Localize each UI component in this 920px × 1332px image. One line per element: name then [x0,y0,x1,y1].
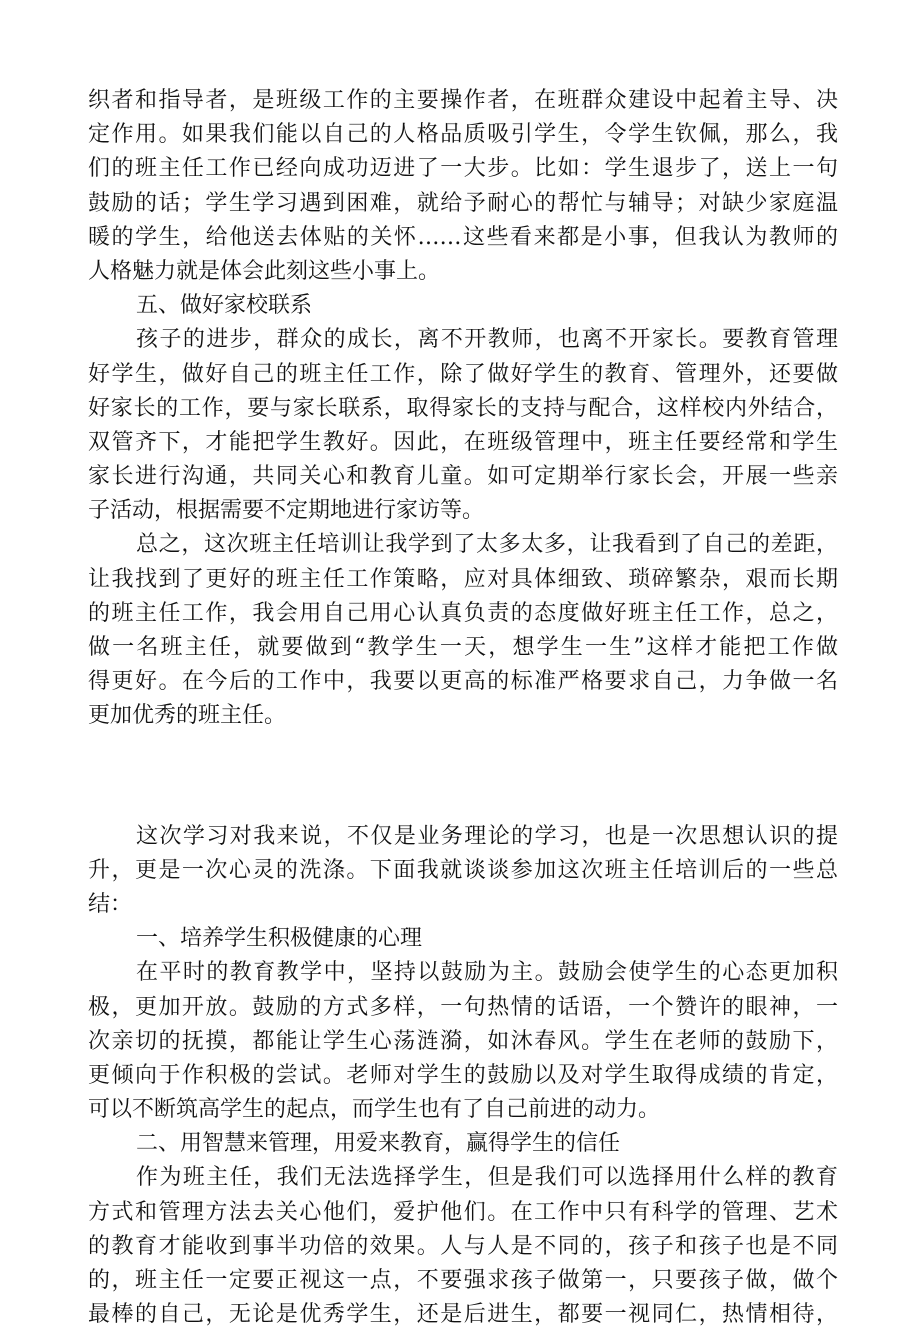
text-line: 的班主任工作，我会用自己用心认真负责的态度做好班主任工作，总之， [88,600,838,626]
paragraph [88,84,838,289]
text-line: 得更好。在今后的工作中，我要以更高的标准严格要求自己，力争做一名 [88,669,838,695]
paragraph [88,956,838,1127]
text-line: 总之，这次班主任培训让我学到了太多太多，让我看到了自己的差距， [136,532,838,558]
text-line: 的，班主任一定要正视这一点，不要强求孩子做第一，只要孩子做，做个 [88,1268,838,1293]
text-line: 人格魅力就是体会此刻这些小事上。 [88,258,441,284]
text-line: 方式和管理方法去关心他们，爱护他们。在工作中只有科学的管理、艺术 [88,1199,838,1225]
paragraph [88,528,838,733]
text-line: 双管齐下，才能把学生教好。因此，在班级管理中，班主任要经常和学生 [88,429,838,455]
text-line: 鼓励的话；学生学习遇到困难，就给予耐心的帮忙与辅导；对缺少家庭温 [88,190,838,216]
text-line: 孩子的进步，群众的成长，离不开教师，也离不开家长。要教育管理 [136,327,838,353]
text-line: 暖的学生，给他送去体贴的关怀……这些看来都是小事，但我认为教师的 [88,224,838,250]
text-line: 们的班主任工作已经向成功迈进了一大步。比如：学生退步了，送上一句 [88,156,838,182]
section-gap [88,734,838,820]
text-line: 在平时的教育教学中，坚持以鼓励为主。鼓励会使学生的心态更加积 [136,960,838,986]
section-heading: 二、用智慧来管理，用爱来教育，赢得学生的信任 [136,1131,621,1157]
text-line: 好学生，做好自己的班主任工作，除了做好学生的教育、管理外，还要做 [88,361,838,387]
text-line: 织者和指导者，是班级工作的主要操作者，在班群众建设中起着主导、决 [88,88,838,113]
text-line: 定作用。如果我们能以自己的人格品质吸引学生，令学生钦佩，那么，我 [88,122,838,148]
section-heading: 一、培养学生积极健康的心理 [136,926,423,952]
text-line: 做一名班主任，就要做到“教学生一天，想学生一生”这样才能把工作做 [88,635,838,660]
text-line: 这次学习对我来说，不仅是业务理论的学习，也是一次思想认识的提 [136,823,838,849]
section-heading: 五、做好家校联系 [136,293,313,319]
text-line: 好家长的工作，要与家长联系，取得家长的支持与配合，这样校内外结合， [88,395,838,421]
text-line: 作为班主任，我们无法选择学生，但是我们可以选择用什么样的教育 [136,1165,838,1191]
text-line: 最棒的自己，无论是优秀学生，还是后进生，都要一视同仁，热情相待， [88,1302,838,1328]
text-line: 升，更是一次心灵的洗涤。下面我就谈谈参加这次班主任培训后的一些总 [88,857,838,883]
text-line: 让我找到了更好的班主任工作策略，应对具体细致、琐碎繁杂，艰而长期 [88,566,838,592]
text-line: 极，更加开放。鼓励的方式多样，一句热情的话语，一个赞许的眼神，一 [88,994,838,1020]
text-line: 更加优秀的班主任。 [88,703,287,729]
text-line: 家长进行沟通，共同关心和教育儿童。如可定期举行家长会，开展一些亲 [88,464,838,490]
text-line: 可以不断筑高学生的起点，而学生也有了自己前进的动力。 [88,1097,661,1123]
text-line: 次亲切的抚摸，都能让学生心荡涟漪，如沐春风。学生在老师的鼓励下， [88,1028,838,1054]
text-line: 结： [88,891,133,917]
paragraph [88,323,838,528]
paragraph [88,1161,838,1332]
text-line: 的教育才能收到事半功倍的效果。人与人是不同的，孩子和孩子也是不同 [88,1233,838,1259]
text-line: 子活动，根据需要不定期地进行家访等。 [88,498,485,524]
text-line: 更倾向于作积极的尝试。老师对学生的鼓励以及对学生取得成绩的肯定， [88,1062,838,1088]
document-page [88,84,838,1332]
paragraph [88,820,838,923]
